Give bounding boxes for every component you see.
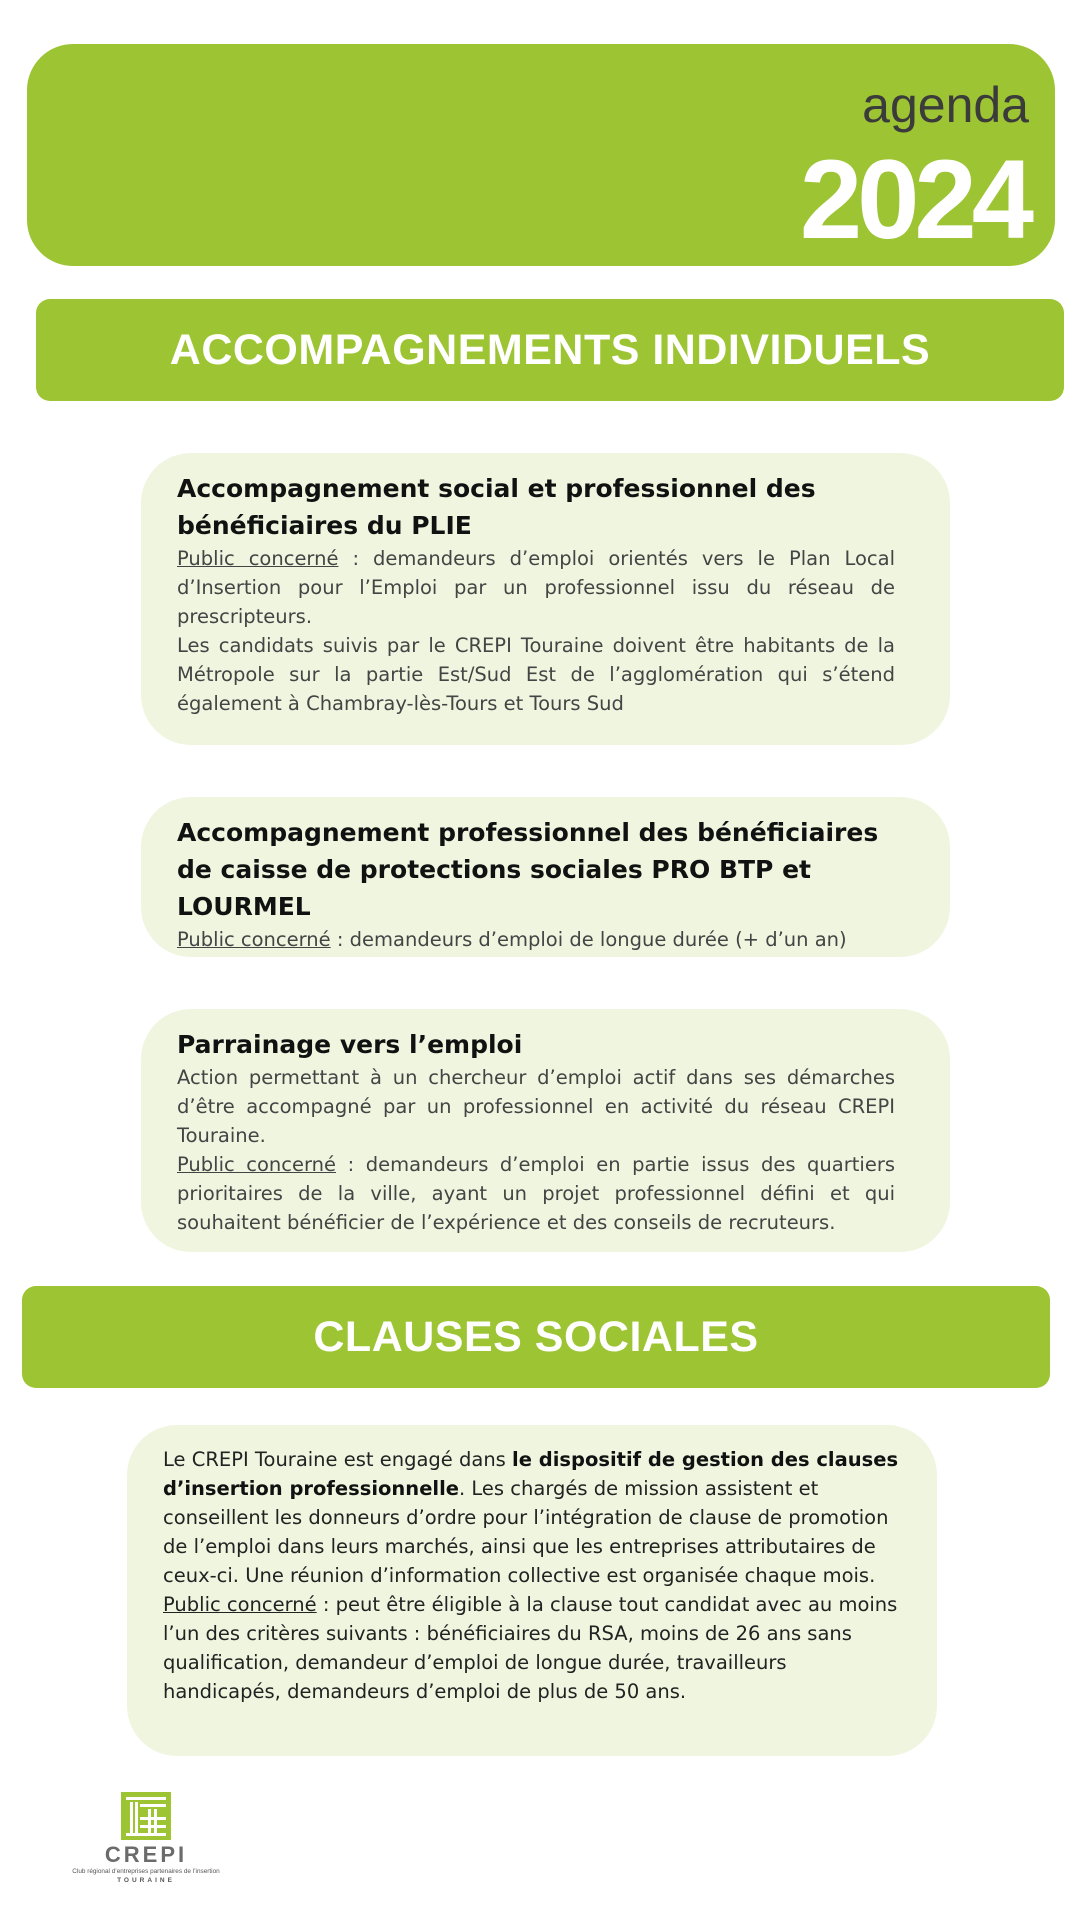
crepi-logo-icon	[121, 1792, 171, 1840]
section-banner-social	[22, 1286, 1050, 1388]
clauses-rest-text: . Les chargés de mission assistent et conseillent les donneurs d’ordre pour l’intégration de clause de promotion de l’emploi dans leurs marchés, ainsi que les entreprises attributaires de ceux-ci. Une réunion d’information collective est organisée chaque mois.	[163, 1477, 889, 1587]
public-text: : demandeurs d’emploi de longue durée (+ d’un an)	[330, 928, 847, 951]
public-label: Public concerné	[177, 928, 331, 951]
public-text: : demandeurs d’emploi en partie issus des quartiers prioritaires de la ville, ayant un projet professionnel défini et qui souhaitent bénéficier de l’expérience et des conseils de recruteurs.	[177, 1153, 895, 1234]
card-plie	[141, 453, 950, 745]
card-parrainage-description: Action permettant à un chercheur d’emploi actif dans ses démarches d’être accompagné par un professionnel en activité du réseau CREPI Touraine.	[177, 1066, 895, 1147]
public-text: : peut être éligible à la clause tout candidat avec au moins l’un des critères suivants : bénéficiaires du RSA, moins de 26 ans sans qualification, demandeur d’emploi de longue durée, travailleurs handicapés, demandeurs d’emploi de plus de 50 ans.	[163, 1593, 898, 1703]
card-clauses	[127, 1425, 937, 1756]
card-parrainage-title: Parrainage vers l’emploi	[177, 1030, 523, 1059]
agenda-label: agenda	[862, 77, 1029, 133]
card-probtp-title: Accompagnement professionnel des bénéficiaires de caisse de protections sociales PRO BTP et LOURMEL	[177, 818, 879, 921]
clauses-intro-text: Le CREPI Touraine est engagé dans	[163, 1448, 513, 1471]
card-clauses-intro	[163, 1445, 903, 1590]
card-plie-title: Accompagnement social et professionnel des bénéficiaires du PLIE	[177, 474, 816, 540]
agenda-header	[27, 44, 1055, 266]
logo-region: TOURAINE	[117, 1877, 175, 1884]
public-label: Public concerné	[177, 1153, 337, 1176]
section-title-individual: ACCOMPAGNEMENTS INDIVIDUELS	[169, 325, 931, 374]
crepi-logo	[58, 1792, 234, 1884]
agenda-year: 2024	[799, 137, 1029, 262]
card-parrainage	[141, 1009, 950, 1252]
card-clauses-public	[163, 1590, 903, 1706]
public-text: : demandeurs d’emploi orientés vers le Plan Local d’Insertion pour l’Emploi par un professionnel issu du réseau de prescripteurs.	[177, 547, 895, 628]
card-parrainage-public	[177, 1150, 895, 1237]
card-plie-extra: Les candidats suivis par le CREPI Touraine doivent être habitants de la Métropole sur la partie Est/Sud Est de l’agglomération qui s’étend également à Chambray-lès-Tours et Tours Sud	[177, 634, 895, 715]
public-label: Public concerné	[163, 1593, 317, 1616]
logo-name: CREPI	[104, 1842, 188, 1867]
card-plie-public	[177, 544, 895, 631]
section-banner-individual	[36, 299, 1064, 401]
card-probtp-public	[177, 925, 895, 954]
logo-tagline: Club régional d’entreprises partenaires de l’insertion	[72, 1868, 220, 1875]
section-title-social: CLAUSES SOCIALES	[313, 1312, 759, 1361]
clauses-bold-text: le dispositif de gestion des clauses d’insertion professionnelle	[163, 1448, 899, 1500]
card-probtp	[141, 797, 950, 957]
public-label: Public concerné	[177, 547, 339, 570]
